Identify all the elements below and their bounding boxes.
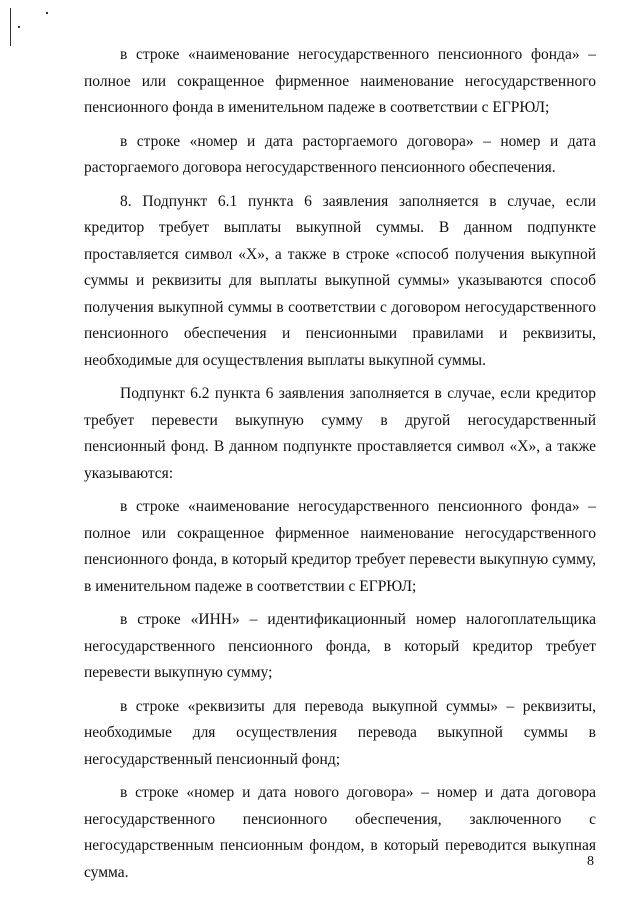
scan-speck xyxy=(18,26,20,28)
paragraph-new-fund-name: в строке «наименование негосударственного пенсионного фонда» – полное или сокращенное фирменное наименование негосударственного пенсионного фонда, в который кредитор требует перевести выкупную сумму, в именительном падеже в соответствии с ЕГРЮЛ; xyxy=(84,498,596,595)
paragraph-terminated-contract: в строке «номер и дата расторгаемого договора» – номер и дата расторгаемого договора негосударственного пенсионного обеспечения. xyxy=(84,132,596,176)
paragraph-new-contract: в строке «номер и дата нового договора» – номер и дата договора негосударственного пенсионного обеспечения, заключенного с негосударственным пенсионным фондом, в который переводится выкупная сумма. xyxy=(84,784,596,881)
paragraph-inn: в строке «ИНН» – идентификационный номер налогоплательщика негосударственного пенсионного фонда, в который кредитор требует перевести выкупную сумму; xyxy=(84,611,596,681)
paragraph-item-8: 8. Подпункт 6.1 пункта 6 заявления заполняется в случае, если кредитор требует выплаты выкупной суммы. В данном подпункте проставляется символ «Х», а также в строке «способ получения выкупной суммы и реквизиты для выплаты выкупной суммы» указываются способ получения выкупной суммы в соответствии с договором негосударственного пенсионного обеспечения и пенсионными правилами и реквизиты, необходимые для осуществления выплаты выкупной суммы. xyxy=(84,192,596,369)
page-number: 8 xyxy=(587,854,594,869)
scan-speck xyxy=(46,12,48,14)
document-body xyxy=(84,42,596,886)
scan-margin-line xyxy=(10,8,11,46)
paragraph-subitem-6-2: Подпункт 6.2 пункта 6 заявления заполняется в случае, если кредитор требует перевести выкупную сумму в другой негосударственный пенсионный фонд. В данном подпункте проставляется символ «Х», а также указываются: xyxy=(84,385,596,482)
paragraph-transfer-details: в строке «реквизиты для перевода выкупной суммы» – реквизиты, необходимые для осуществления перевода выкупной суммы в негосударственный пенсионный фонд; xyxy=(84,697,596,768)
paragraph-fund-name: в строке «наименование негосударственного пенсионного фонда» – полное или сокращенное фирменное наименование негосударственного пенсионного фонда в именительном падеже в соответствии с ЕГРЮЛ; xyxy=(84,46,596,116)
